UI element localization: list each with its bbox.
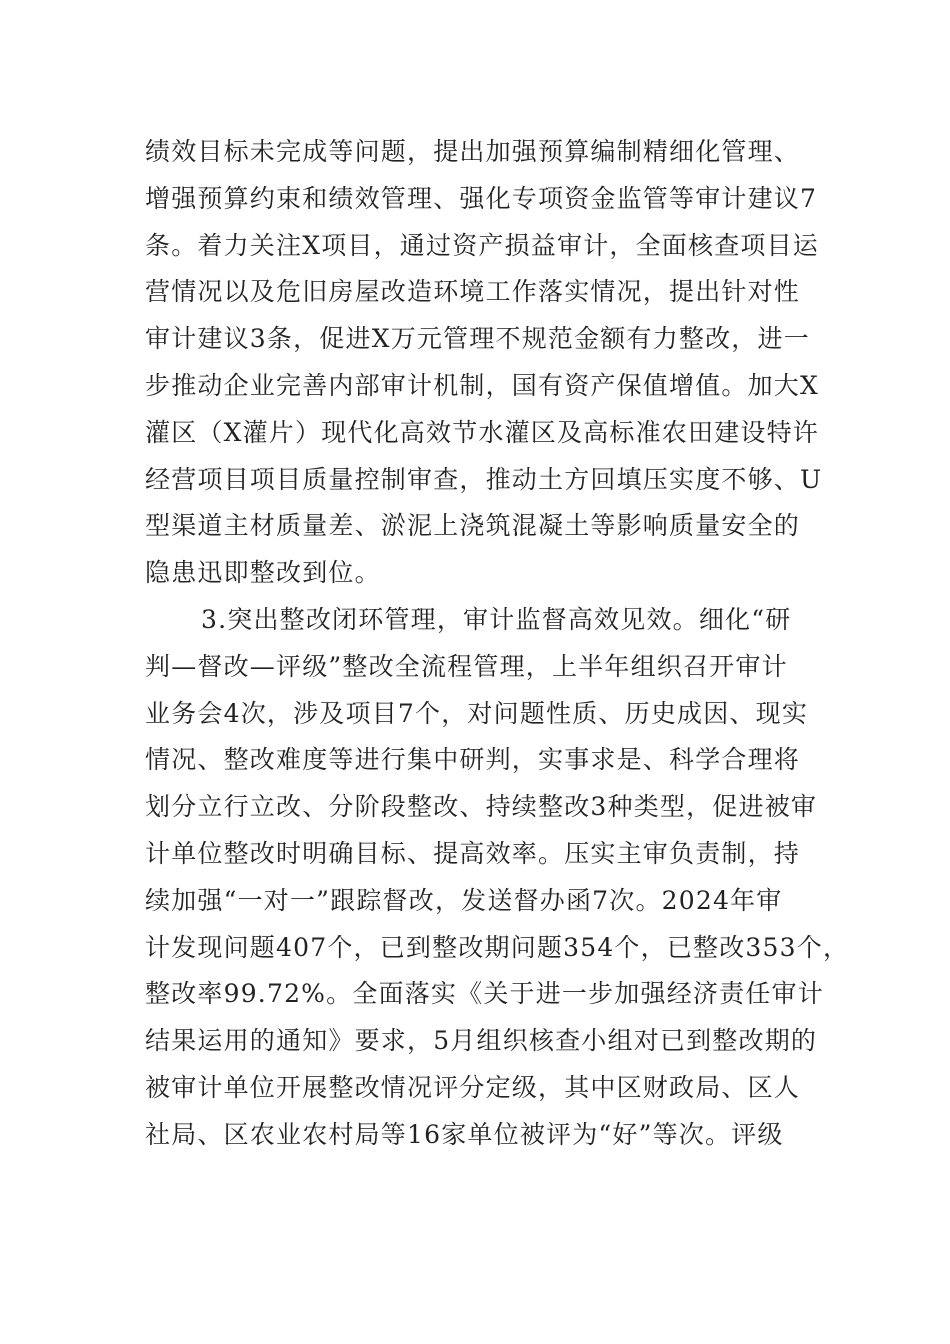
text-line: 隐患迅即整改到位。 [145, 558, 381, 588]
body-text [145, 129, 850, 1159]
section-heading-line: 3.突出整改闭环管理，审计监督高效见效。细化“研 [201, 604, 792, 634]
text-line: 经营项目项目质量控制审查，推动土方回填压实度不够、U [145, 464, 823, 494]
text-line: 增强预算约束和绩效管理、强化专项资金监管等审计建议7 [145, 183, 818, 213]
text-line: 型渠道主材质量差、淤泥上浇筑混凝土等影响质量安全的 [145, 511, 801, 541]
text-line: 整改率99.72%。全面落实《关于进一步加强经济责任审计 [145, 979, 824, 1009]
text-line: 情况、整改难度等进行集中研判，实事求是、科学合理将 [145, 745, 801, 775]
text-line: 绩效目标未完成等问题，提出加强预算编制精细化管理、 [145, 137, 801, 166]
text-line: 步推动企业完善内部审计机制，国有资产保值增值。加大X [145, 370, 820, 400]
text-line: 划分立行立改、分阶段整改、持续整改3种类型，促进被审 [145, 792, 818, 822]
text-line: 灌区（X灌片）现代化高效节水灌区及高标准农田建设特许 [145, 417, 820, 447]
text-line: 审计建议3条，促进X万元管理不规范金额有力整改，进一 [145, 324, 810, 354]
text-line: 营情况以及危旧房屋改造环境工作落实情况，提出针对性 [145, 277, 801, 307]
text-line: 被审计单位开展整改情况评分定级，其中区财政局、区人 [145, 1072, 801, 1102]
text-line: 社局、区农业农村局等16家单位被评为“好”等次。评级 [145, 1119, 784, 1149]
text-line: 判—督改—评级”整改全流程管理，上半年组织召开审计 [145, 651, 788, 681]
text-line: 计发现问题407个，已到整改期问题354个，已整改353个， [145, 932, 850, 962]
text-line: 条。着力关注X项目，通过资产损益审计，全面核查项目运 [145, 230, 820, 260]
text-line: 业务会4次，涉及项目7个，对问题性质、历史成因、现实 [145, 698, 809, 728]
text-line: 结果运用的通知》要求，5月组织核查小组对已到整改期的 [145, 1026, 818, 1056]
text-line: 续加强“一对一”跟踪督改，发送督办函7次。2024年审 [145, 885, 783, 915]
text-line: 计单位整改时明确目标、提高效率。压实主审负责制，持 [145, 838, 801, 868]
